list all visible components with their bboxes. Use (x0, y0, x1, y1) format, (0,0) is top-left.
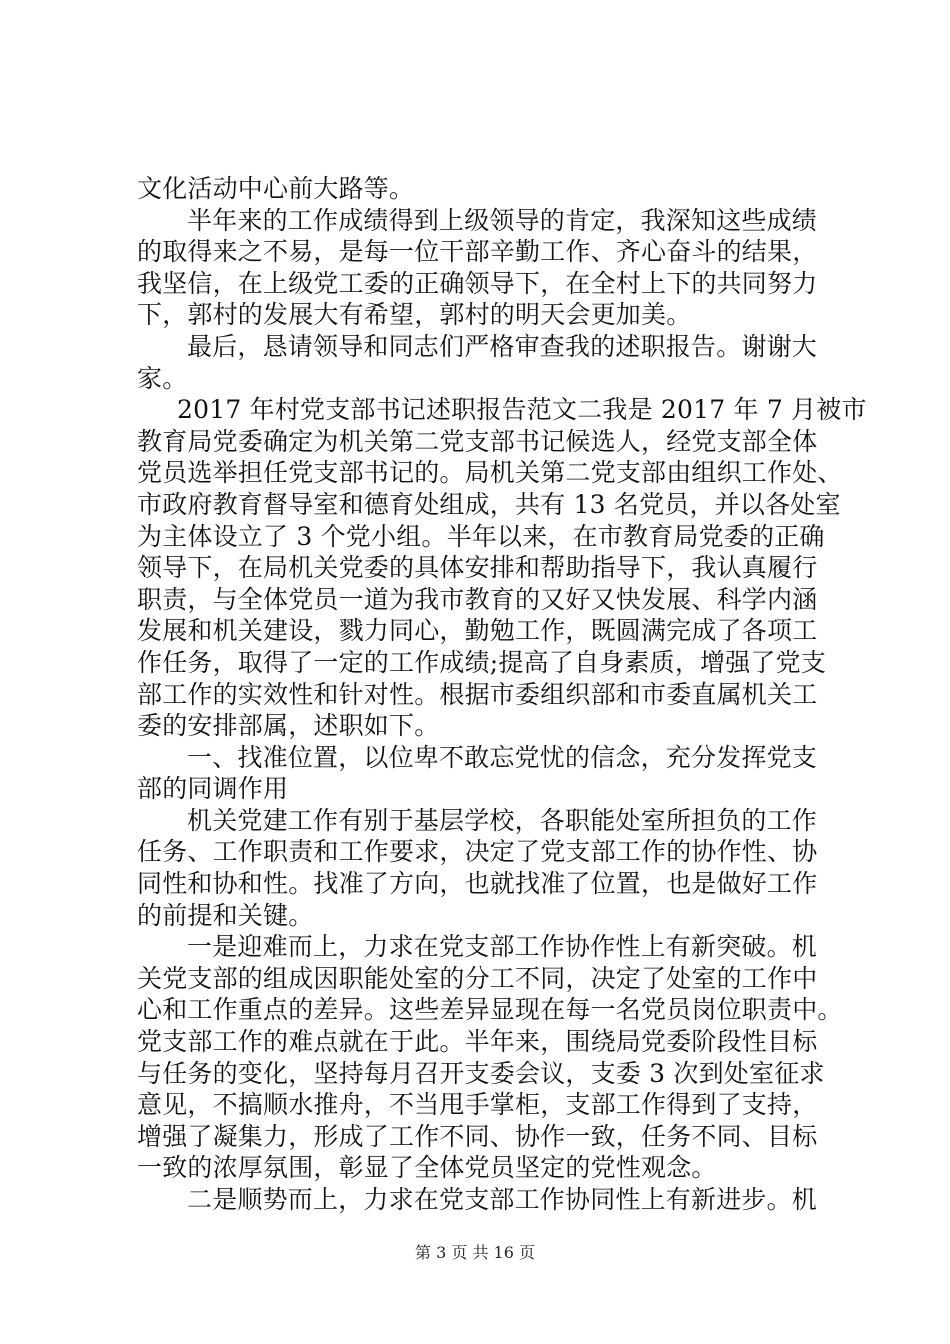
text-line: 职责，与全体党员一道为我市教育的又好又快发展、科学内涵 (137, 584, 818, 614)
text-line: 党支部工作的难点就在于此。半年来，围绕局党委阶段性目标 (137, 1027, 818, 1057)
text-line: 心和工作重点的差异。这些差异显现在每一名党员岗位职责中。 (137, 995, 843, 1025)
text-line: 增强了凝集力，形成了工作不同、协作一致，任务不同、目标 (137, 1121, 818, 1151)
text-line: 意见，不搞顺水推舟，不当甩手掌柜，支部工作得到了支持， (137, 1090, 818, 1120)
text-line: 教育局党委确定为机关第二党支部书记候选人，经党支部全体 (137, 426, 818, 456)
text-line: 2017 年村党支部书记述职报告范文二我是 2017 年 7 月被市 (177, 395, 867, 425)
text-line: 一致的浓厚氛围，彰显了全体党员坚定的党性观念。 (137, 1153, 717, 1183)
text-line: 一是迎难而上，力求在党支部工作协作性上有新突破。机 (187, 932, 818, 962)
text-line: 最后，恳请领导和同志们严格审查我的述职报告。谢谢大 (187, 331, 818, 361)
text-line: 半年来的工作成绩得到上级领导的肯定，我深知这些成绩 (187, 205, 818, 235)
text-line: 部工作的实效性和针对性。根据市委组织部和市委直属机关工 (137, 679, 818, 709)
text-line: 二是顺势而上，力求在党支部工作协同性上有新进步。机 (187, 1185, 818, 1214)
text-line: 我坚信，在上级党工委的正确领导下，在全村上下的共同努力 (137, 268, 818, 298)
text-line: 委的安排部属，述职如下。 (137, 711, 440, 741)
text-line: 同性和协和性。找准了方向，也就找准了位置，也是做好工作 (137, 869, 818, 899)
text-line: 一、找准位置，以位卑不敢忘党忧的信念，充分发挥党支 (187, 742, 818, 772)
text-line: 作任务，取得了一定的工作成绩;提高了自身素质，增强了党支 (137, 647, 827, 677)
text-line: 市政府教育督导室和德育处组成，共有 13 名党员，并以各处室 (137, 489, 841, 519)
text-line: 的前提和关键。 (137, 900, 314, 930)
text-line: 下，郭村的发展大有希望，郭村的明天会更加美。 (137, 300, 692, 330)
text-line: 发展和机关建设，戮力同心，勤勉工作，既圆满完成了各项工 (137, 616, 818, 646)
text-line: 关党支部的组成因职能处室的分工不同，决定了处室的工作中 (137, 963, 818, 993)
text-line: 领导下，在局机关党委的具体安排和帮助指导下，我认真履行 (137, 553, 818, 583)
page-footer (0, 1243, 950, 1263)
text-line: 文化活动中心前大路等。 (137, 174, 415, 203)
page-number: 第 3 页 共 16 页 (415, 1243, 535, 1262)
text-line: 任务、工作职责和工作要求，决定了党支部工作的协作性、协 (137, 837, 818, 867)
text-line: 为主体设立了 3 个党小组。半年以来，在市教育局党委的正确 (137, 521, 825, 551)
text-line: 与任务的变化，坚持每月召开支委会议，支委 3 次到处室征求 (137, 1058, 825, 1088)
text-line: 的取得来之不易，是每一位干部辛勤工作、齐心奋斗的结果， (137, 237, 818, 267)
text-line: 党员选举担任党支部书记的。局机关第二党支部由组织工作处、 (137, 458, 843, 488)
document-body (137, 173, 867, 1216)
text-line: 机关党建工作有别于基层学校，各职能处室所担负的工作 (187, 805, 818, 835)
text-line: 家。 (137, 363, 188, 393)
text-line: 部的同调作用 (137, 774, 289, 804)
